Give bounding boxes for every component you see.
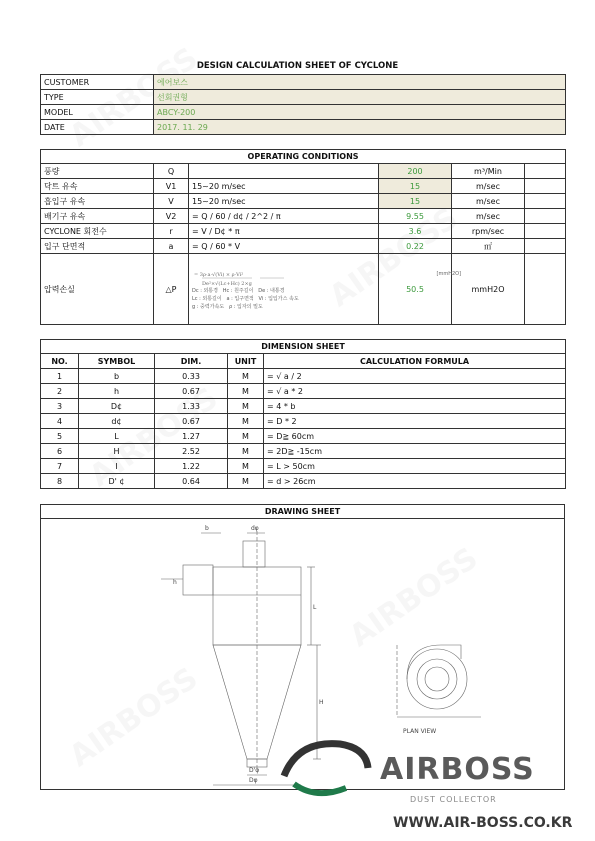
param-symbol: V2 [154,209,189,224]
label-d: dφ [251,525,259,532]
param-value: 9.55 [379,209,452,224]
dim-formula: = d > 26cm [264,474,566,489]
dim-formula: = √ a * 2 [264,384,566,399]
brand-subtitle: DUST COLLECTOR [410,795,497,804]
dim-formula: = 4 * b [264,399,566,414]
info-value: 2017. 11. 29 [154,120,566,135]
param-value: 15 [379,194,452,209]
param-name: 압력손실 [41,254,154,325]
operating-row-pressure [41,254,566,325]
param-condition: = Q / 60 * V [189,239,379,254]
dimension-row [41,474,566,489]
info-row [41,105,566,120]
info-label: CUSTOMER [41,75,154,90]
dim-value: 0.67 [155,414,228,429]
dimension-table [40,339,566,489]
dim-unit: M [228,414,264,429]
dim-value: 1.33 [155,399,228,414]
info-value: 에어보스 [154,75,566,90]
document-title: DESIGN CALCULATION SHEET OF CYCLONE [196,61,399,71]
label-L: L [313,604,317,611]
column-header: SYMBOL [79,354,155,369]
label-Dp: D'φ [249,767,260,774]
dim-unit: M [228,369,264,384]
dim-no: 7 [41,459,79,474]
param-symbol: r [154,224,189,239]
param-condition [189,164,379,179]
dim-no: 6 [41,444,79,459]
param-unit: mmH2O [452,254,525,325]
operating-row [41,179,566,194]
param-value: 50.5 [379,254,452,325]
dimension-row [41,459,566,474]
param-unit: m³/Min [452,164,525,179]
param-condition: = Q / 60 / d¢ / 2^2 / π [189,209,379,224]
dim-unit: M [228,474,264,489]
brand-logo-swoosh [276,738,376,800]
column-header: UNIT [228,354,264,369]
info-label: MODEL [41,105,154,120]
info-label: TYPE [41,90,154,105]
param-condition: = V / D¢ * π [189,224,379,239]
dim-no: 5 [41,429,79,444]
operating-header: OPERATING CONDITIONS [41,150,566,164]
dim-symbol: b [79,369,155,384]
dim-symbol: H [79,444,155,459]
operating-row [41,164,566,179]
dim-no: 4 [41,414,79,429]
param-symbol: △P [154,254,189,325]
param-unit: m/sec [452,209,525,224]
info-row [41,120,566,135]
formula-unit: [mmH2O] [436,271,462,277]
dim-unit: M [228,444,264,459]
operating-row [41,224,566,239]
param-condition: 15~20 m/sec [189,179,379,194]
dim-formula: = D≧ 60cm [264,429,566,444]
param-symbol: Q [154,164,189,179]
param-name: CYCLONE 회전수 [41,224,154,239]
label-H: H [319,699,324,706]
param-value: 15 [379,179,452,194]
info-label: DATE [41,120,154,135]
operating-row [41,194,566,209]
param-symbol: V1 [154,179,189,194]
dimension-row [41,414,566,429]
dimension-row [41,444,566,459]
drawing-header: DRAWING SHEET [41,505,564,519]
param-unit: m/sec [452,194,525,209]
label-h: h [173,579,177,586]
param-value: 0.22 [379,239,452,254]
dimension-row [41,369,566,384]
brand-name: AIRBOSS [380,752,535,787]
dim-no: 8 [41,474,79,489]
dimension-header: DIMENSION SHEET [41,340,566,354]
dim-symbol: L [79,429,155,444]
param-name: 배기구 유속 [41,209,154,224]
param-name: 흡입구 유속 [41,194,154,209]
column-header: NO. [41,354,79,369]
label-D: Dφ [249,777,258,784]
info-value: 선회권형 [154,90,566,105]
param-unit: m/sec [452,179,525,194]
dim-value: 1.22 [155,459,228,474]
param-unit: ㎡ [452,239,525,254]
dim-symbol: d¢ [79,414,155,429]
dim-value: 0.64 [155,474,228,489]
dim-symbol: h [79,384,155,399]
dim-symbol: D¢ [79,399,155,414]
param-name: 풍량 [41,164,154,179]
label-plan-view: PLAN VIEW [403,728,437,735]
dim-unit: M [228,399,264,414]
column-header: DIM. [155,354,228,369]
dim-no: 1 [41,369,79,384]
dim-value: 1.27 [155,429,228,444]
dim-no: 3 [41,399,79,414]
dim-formula: = L > 50cm [264,459,566,474]
website-link[interactable]: WWW.AIR-BOSS.CO.KR [393,815,573,831]
param-value: 3.6 [379,224,452,239]
dimension-row [41,384,566,399]
dim-value: 0.67 [155,384,228,399]
operating-row [41,209,566,224]
info-value: ABCY-200 [154,105,566,120]
info-row [41,90,566,105]
dim-value: 0.33 [155,369,228,384]
param-name: 닥트 유속 [41,179,154,194]
svg-text:De²×√(Lc+Hc) 2×g: De²×√(Lc+Hc) 2×g [202,281,252,287]
param-name: 입구 단면적 [41,239,154,254]
formula-legend: Dc : 외통경 Hc : 원주길이 De : 내통경 Lc : 외통길이 a : 입구면적 Vi : 입입가스 속도 g : 중력가속도 ρ : 입자의 밀도 [192,288,299,310]
dimension-row [41,429,566,444]
dim-unit: M [228,429,264,444]
dim-value: 2.52 [155,444,228,459]
dim-symbol: I [79,459,155,474]
operating-conditions-table [40,149,566,325]
operating-row [41,239,566,254]
label-b: b [205,525,209,532]
svg-text:= 3ρ·a·√(Vi) × ρ·Vi²: = 3ρ·a·√(Vi) × ρ·Vi² [194,272,244,278]
dim-no: 2 [41,384,79,399]
column-header: CALCULATION FORMULA [264,354,566,369]
dim-formula: = √ a / 2 [264,369,566,384]
dim-formula: = 2D≧ -15cm [264,444,566,459]
param-symbol: a [154,239,189,254]
dim-unit: M [228,384,264,399]
info-row [41,75,566,90]
param-unit: rpm/sec [452,224,525,239]
param-value: 200 [379,164,452,179]
dimension-row [41,399,566,414]
dimension-columns [41,354,566,369]
dim-unit: M [228,459,264,474]
dim-symbol: D' ¢ [79,474,155,489]
info-table [40,74,566,135]
dim-formula: = D * 2 [264,414,566,429]
param-symbol: V [154,194,189,209]
param-condition: 15~20 m/sec [189,194,379,209]
